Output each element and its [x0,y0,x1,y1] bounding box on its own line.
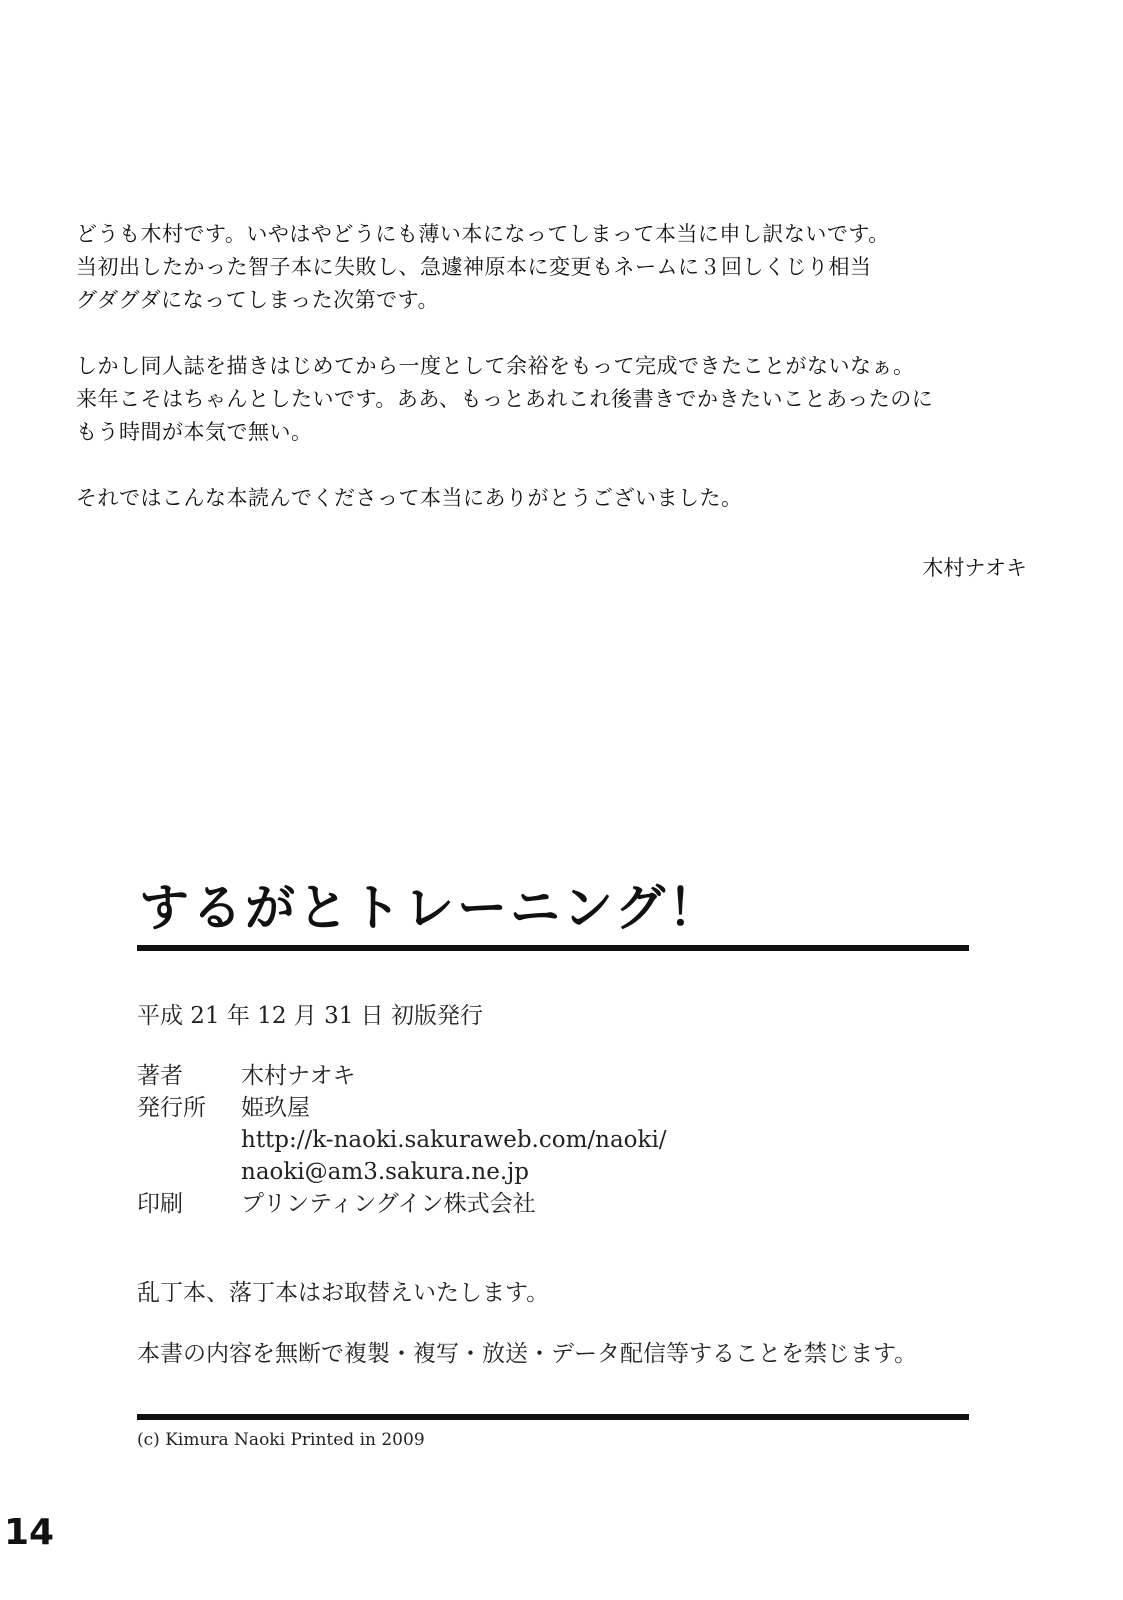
credit-label: 発行所 [137,1095,206,1121]
afterword-line: しかし同人誌を描きはじめてから一度として余裕をもって完成できたことがないなぁ。 [76,354,915,378]
afterword-line: どうも木村です。いやはやどうにも薄い本になってしまって本当に申し訳ないです。 [76,222,890,246]
book-title: するがとトレーニング！ [139,879,721,937]
author-signature: 木村ナオキ [922,556,1027,580]
publication-date: 平成 21 年 12 月 31 日 初版発行 [137,1003,483,1029]
copyright-line: (c) Kimura Naoki Printed in 2009 [137,1430,425,1450]
credit-row-website [137,1124,969,1156]
title-divider [137,945,969,951]
afterword-line: 来年こそはちゃんとしたいです。ああ、もっとあれこれ後書きでかきたいことあったのに [76,387,934,411]
page-number: 14 [4,1512,55,1553]
afterword-line: 当初出したかった智子本に失敗し、急遽神原本に変更もネームに３回しくじり相当 [76,255,872,279]
afterword-paragraph-2 [76,350,1056,449]
afterword-line: もう時間が本気で無い。 [76,420,313,444]
credit-row-email [137,1156,969,1188]
credit-value: プリンティングイン株式会社 [241,1191,536,1217]
credit-row-printer [137,1188,969,1220]
website-url: http://k-naoki.sakuraweb.com/naoki/ [241,1127,667,1153]
credit-label: 印刷 [137,1191,183,1217]
afterword-line: それではこんな本読んでくださって本当にありがとうございました。 [76,486,743,510]
afterword-line: グダグダになってしまった次第です。 [76,288,439,312]
credit-label [137,1156,241,1188]
credit-label: 著者 [137,1063,183,1089]
afterword [76,218,1056,548]
copy-prohibition-notice: 本書の内容を無断で複製・複写・放送・データ配信等することを禁じます。 [137,1341,918,1367]
credit-label [137,1124,241,1156]
credit-value: 姫玖屋 [241,1095,310,1121]
credit-row-publisher [137,1092,969,1124]
afterword-paragraph-1 [76,218,1056,317]
replacement-notice: 乱丁本、落丁本はお取替えいたします。 [137,1280,550,1306]
email-address: naoki@am3.sakura.ne.jp [241,1159,530,1185]
colophon [137,875,969,1450]
footer-divider [137,1414,969,1420]
credit-value: 木村ナオキ [241,1063,356,1089]
credits [137,1060,969,1220]
credit-row-author [137,1060,969,1092]
afterword-paragraph-3 [76,482,1056,515]
